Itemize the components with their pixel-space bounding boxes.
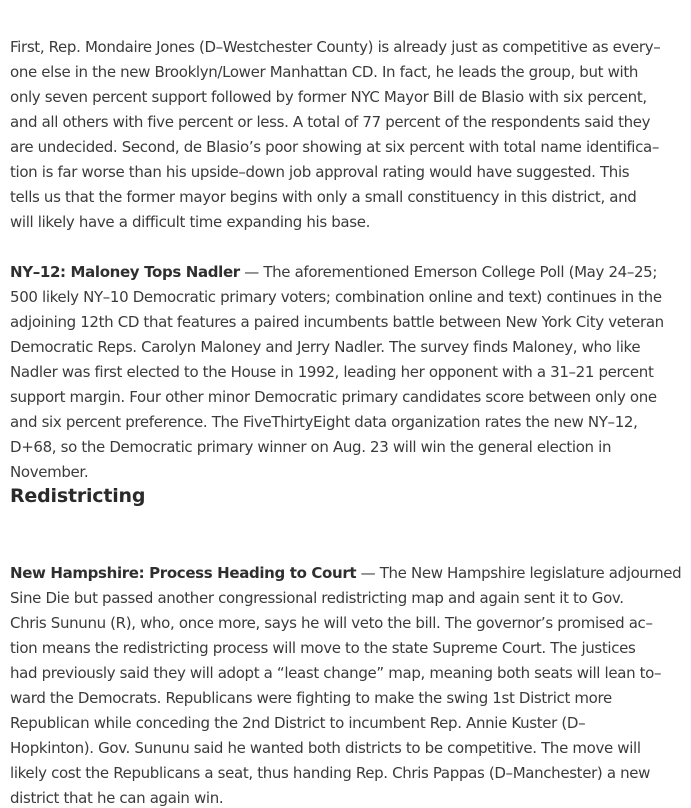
- text-line: 500 likely NY–10 Democratic primary voters; combination online and text) continues in the: [10, 288, 662, 306]
- text-line: Republican while conceding the 2nd District to incumbent Rep. Annie Kuster (D–: [10, 714, 586, 732]
- text-line: November.: [10, 463, 89, 481]
- text-line: Nadler was first elected to the House in 1992, leading her opponent with a 31–21 percent: [10, 363, 654, 381]
- text-line: tion means the redistricting process will move to the state Supreme Court. The justices: [10, 639, 636, 657]
- section-heading: Redistricting: [10, 485, 146, 507]
- text-line: will likely have a difficult time expanding his base.: [10, 213, 371, 231]
- text-line: support margin. Four other minor Democratic primary candidates score between only one: [10, 388, 657, 406]
- text-span: — The aforementioned Emerson College Poll (May 24–25;: [239, 263, 658, 281]
- text-line: adjoining 12th CD that features a paired incumbents battle between New York City veteran: [10, 313, 664, 331]
- text-line: D+68, so the Democratic primary winner on Aug. 23 will win the general election in: [10, 438, 612, 456]
- text-line: Democratic Reps. Carolyn Maloney and Jerry Nadler. The survey finds Maloney, who like: [10, 338, 641, 356]
- text-line: Hopkinton). Gov. Sununu said he wanted both districts to be competitive. The move will: [10, 739, 641, 757]
- text-line: tells us that the former mayor begins with only a small constituency in this district, and: [10, 188, 637, 206]
- text-line: district that he can again win.: [10, 789, 224, 807]
- text-line: and all others with five percent or less. A total of 77 percent of the respondents said they: [10, 113, 651, 131]
- text-line: [10, 563, 681, 583]
- text-line: Chris Sununu (R), who, once more, says he will veto the bill. The governor’s promised ac–: [10, 614, 653, 632]
- text-line: only seven percent support followed by former NYC Mayor Bill de Blasio with six percent,: [10, 88, 647, 106]
- paragraph-lead-title: NY–12: Maloney Tops Nadler: [10, 263, 240, 281]
- text-line: had previously said they will adopt a “least change” map, meaning both seats will lean to–: [10, 664, 662, 682]
- text-line: are undecided. Second, de Blasio’s poor showing at six percent with total name identifica–: [10, 138, 659, 156]
- text-line: and six percent preference. The FiveThirtyEight data organization rates the new NY–12,: [10, 413, 638, 431]
- text-span: — The New Hampshire legislature adjourned: [356, 564, 682, 582]
- text-line: one else in the new Brooklyn/Lower Manhattan CD. In fact, he leads the group, but with: [10, 63, 639, 81]
- text-line: Sine Die but passed another congressional redistricting map and again sent it to Gov.: [10, 589, 624, 607]
- text-line: tion is far worse than his upside–down job approval rating would have suggested. This: [10, 163, 630, 181]
- text-line: likely cost the Republicans a seat, thus handing Rep. Chris Pappas (D–Manchester) a new: [10, 764, 651, 782]
- text-line: [10, 262, 657, 282]
- paragraph-lead-title: New Hampshire: Process Heading to Court: [10, 564, 357, 582]
- text-line: ward the Democrats. Republicans were fighting to make the swing 1st District more: [10, 689, 612, 707]
- text-line: First, Rep. Mondaire Jones (D–Westchester County) is already just as competitive as every–: [10, 38, 661, 56]
